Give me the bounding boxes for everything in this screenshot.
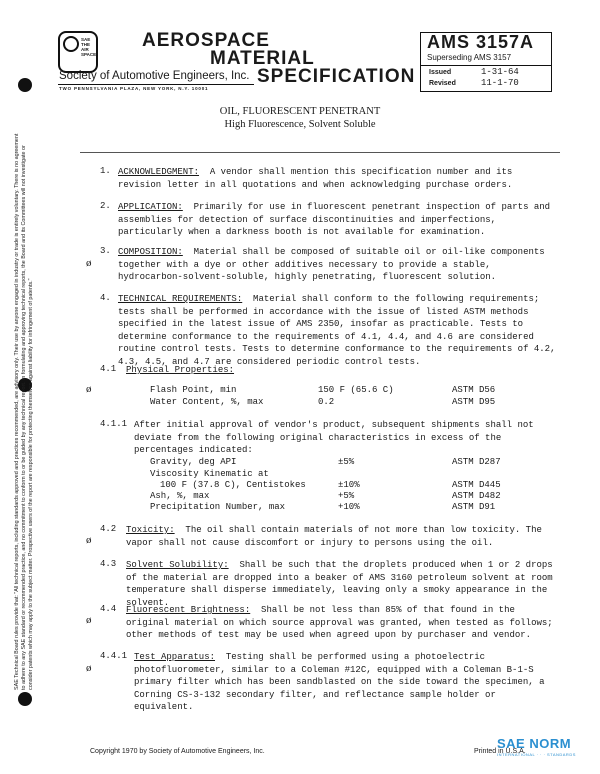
test-method: ASTM D482: [452, 491, 501, 501]
property-name: Viscosity Kinematic at: [150, 469, 269, 479]
section-heading: Physical Properties:: [126, 365, 235, 375]
title-rule: [80, 152, 560, 153]
property-value: +5%: [338, 491, 355, 501]
section-heading: APPLICATION:: [118, 202, 183, 212]
section-text: After initial approval of vendor's product, subsequent shipments shall not deviate from the following original characteristics in excess of the percentages indicated:: [134, 420, 534, 455]
header-divider: [58, 84, 254, 85]
section-text: Material shall conform to the following requirements; tests shall be performed in accordance with the issue of listed ASTM methods specified in the latest issue of AMS 2350, insofar as practicable. Tests to determine conformance to the requirements of 4.1, 4.4, and 4.6 are considered routine control tests. Tests to determine conformance to the requirements of 4.2, 4.3, 4.5, and 4.7 are considered periodic control tests.: [118, 294, 556, 367]
section-number: 4.: [100, 293, 111, 303]
section-technical-requirements: [118, 293, 558, 368]
punch-hole: [18, 78, 32, 92]
revised-label: Revised: [429, 80, 456, 87]
property-value: ±10%: [338, 480, 360, 490]
section-text: The oil shall contain materials of not more than low toxicity. The vapor shall not cause discomfort or injury to persons using the oil.: [126, 525, 542, 548]
section-heading: Toxicity:: [126, 525, 175, 535]
test-method: ASTM D287: [452, 457, 501, 467]
section-number: 4.4.1: [100, 651, 128, 661]
revision-mark: ø: [86, 383, 92, 395]
revised-date: 11-1-70: [481, 78, 519, 88]
section-solvent-solubility: [126, 559, 558, 609]
property-name: Flash Point, min: [150, 385, 237, 395]
revision-mark: ø: [86, 534, 92, 546]
society-address: TWO PENNSYLVANIA PLAZA, NEW YORK, N.Y. 10001: [59, 86, 209, 91]
property-value: ±5%: [338, 457, 355, 467]
sae-logo-emblem: [63, 36, 79, 52]
printed-in-usa: Printed in U.S.A.: [474, 748, 526, 755]
section-heading: COMPOSITION:: [118, 247, 183, 257]
document-subtitle: High Fluorescence, Solvent Soluble: [224, 119, 376, 130]
test-method: ASTM D56: [452, 385, 496, 395]
section-text: Shall be not less than 85% of that found in the original material on which source approval was granted, when tested as follows; other methods of test may be used when agreed upon by purchaser and vendor.: [126, 605, 553, 640]
test-method: ASTM D445: [452, 480, 501, 490]
side-notice: SAE Technical Board rules provide that: "All technical reports, including standards approved and practices recommended, are advisory only. Their use by anyone engaged in industry or trade is entirely voluntary. There is no agreement to adhere to any SAE standard or recommended practice, and no commitment to conform to or be guided by any technical report. In formulating and approving technical reports, the Board and its Committees will not investigate or consider patents which may apply to the subject matter. Prospective users of the report are responsible for protecting themselves against liability for infringement of patents.": [14, 133, 34, 690]
section-composition: [118, 246, 558, 284]
spec-box-divider: [420, 65, 552, 66]
section-acknowledgment: [118, 166, 558, 191]
section-text: Primarily for use in fluorescent penetrant inspection of parts and assemblies for detection of surface discontinuities and imperfections, particularly when a darkness booth is not available for examination.: [118, 202, 551, 237]
section-heading: TECHNICAL REQUIREMENTS:: [118, 294, 243, 304]
section-fluorescent-brightness: [126, 604, 558, 642]
revision-mark: ø: [86, 662, 92, 674]
sae-logo: [58, 31, 98, 73]
section-toxicity: [126, 524, 558, 549]
property-name: Precipitation Number, max: [150, 502, 286, 512]
copyright-notice: Copyright 1970 by Society of Automotive Engineers, Inc.: [90, 748, 265, 755]
society-name: Society of Automotive Engineers, Inc.: [59, 70, 250, 82]
superseding-note: Superseding AMS 3157: [427, 53, 512, 62]
section-heading: Solvent Solubility:: [126, 560, 229, 570]
section-text: Shall be such that the droplets produced when 1 or 2 drops of the material are dropped into a beaker of AMS 3160 petroleum solvent at room temperature shall disperse immediately, leaving only a smoky appearance in the solvent.: [126, 560, 553, 608]
section-number: 1.: [100, 166, 111, 176]
watermark-subtitle: INTERNATIONAL · · · STANDARDS: [497, 752, 576, 757]
property-name: Water Content, %, max: [150, 397, 264, 407]
section-test-apparatus: [134, 651, 558, 714]
punch-hole: [18, 692, 32, 706]
property-value: 0.2: [318, 397, 335, 407]
section-number: 2.: [100, 201, 111, 211]
issued-date: 1-31-64: [481, 67, 519, 77]
header-title-specification: SPECIFICATION: [257, 66, 416, 87]
section-number: 4.1.1: [100, 419, 128, 429]
property-value: +10%: [338, 502, 360, 512]
section-heading: Fluorescent Brightness:: [126, 605, 251, 615]
section-text: Testing shall be performed using a photoelectric photofluorometer, similar to a Coleman #12C, equipped with a Coleman B-1-S primary filter which has been sandblasted on the side toward the specimen, a Corning CS-3-132 secondary filter, and reflectance sample holder or equivalent.: [134, 652, 545, 712]
property-name: 100 F (37.8 C), Centistokes: [160, 480, 306, 490]
issued-label: Issued: [429, 69, 452, 76]
section-text: A vendor shall mention this specification number and its revision letter in all quotations and when acknowledging purchase orders.: [118, 167, 513, 190]
section-heading: Test Apparatus:: [134, 652, 216, 662]
spec-number: AMS 3157A: [427, 32, 535, 52]
property-value: 150 F (65.6 C): [318, 385, 394, 395]
property-name: Gravity, deg API: [150, 457, 237, 467]
sae-logo-text: SAE THE AIR SPACE: [81, 37, 97, 57]
section-number: 4.1: [100, 364, 117, 374]
property-name: Ash, %, max: [150, 491, 210, 501]
section-text: Material shall be composed of suitable oil or oil-like components together with a dye or other additives necessary to provide a stable, hydrocarbon-solvent-soluble, highly penetrating, fluorescent solution.: [118, 247, 545, 282]
test-method: ASTM D91: [452, 502, 496, 512]
section-number: 3.: [100, 246, 111, 256]
test-method: ASTM D95: [452, 397, 496, 407]
document-title: OIL, FLUORESCENT PENETRANT: [219, 106, 381, 117]
header-title-aerospace: AEROSPACE: [142, 30, 270, 51]
section-heading: ACKNOWLEDGMENT:: [118, 167, 200, 177]
header-title-material: MATERIAL: [210, 48, 315, 69]
section-number: 4.2: [100, 524, 117, 534]
section-number: 4.3: [100, 559, 117, 569]
revision-mark: ø: [86, 614, 92, 626]
sae-norm-watermark: SAE NORM: [497, 736, 572, 751]
section-application: [118, 201, 558, 239]
section-number: 4.4: [100, 604, 117, 614]
revision-mark: ø: [86, 257, 92, 269]
